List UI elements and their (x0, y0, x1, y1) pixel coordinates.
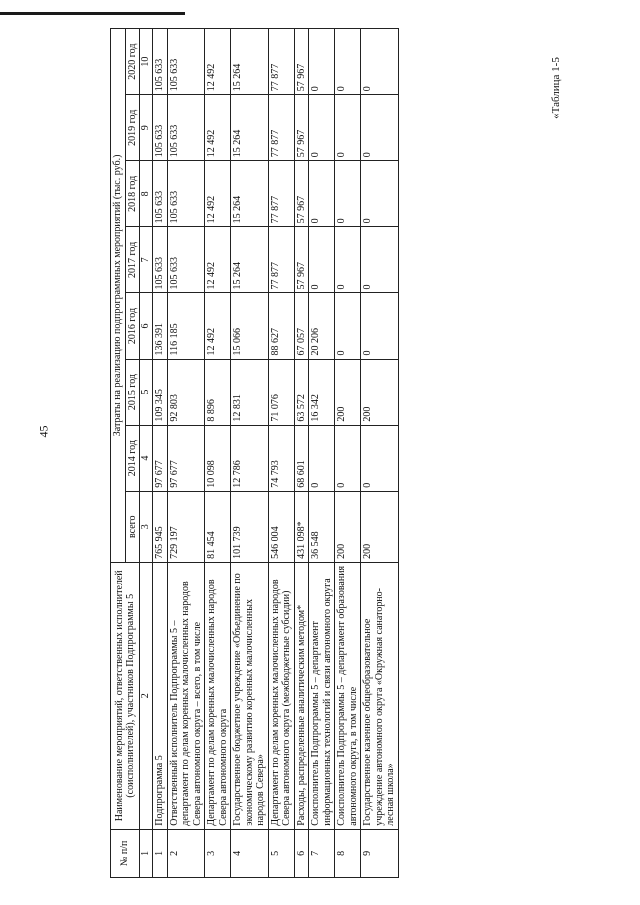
cell-2020: 77 877 (268, 29, 294, 95)
cell-total: 81 454 (205, 491, 231, 562)
table-row (309, 29, 335, 878)
cell-2019: 12 492 (205, 95, 231, 161)
cell-2015: 71 076 (268, 359, 294, 425)
cell-2016: 20 206 (309, 293, 335, 359)
index-cell: 2 (140, 562, 153, 829)
cell-2014: 74 793 (268, 425, 294, 491)
cell-2017: 15 264 (231, 227, 269, 293)
index-cell: 8 (140, 161, 153, 227)
cell-2016: 15 066 (231, 293, 269, 359)
cell-2017: 105 633 (153, 227, 168, 293)
cell-2014: 68 601 (294, 425, 309, 491)
cell-total: 546 004 (268, 491, 294, 562)
cell-2017: 0 (361, 227, 399, 293)
header-year-2019: 2019 год (125, 95, 140, 161)
index-cell: 3 (140, 491, 153, 562)
cell-2015: 200 (361, 359, 399, 425)
row-name: Соисполнитель Подпрограммы 5 – департамент информационных технологий и связи автономного округа (309, 562, 335, 829)
table-row (268, 29, 294, 878)
cell-2014: 10 098 (205, 425, 231, 491)
cell-2020: 105 633 (153, 29, 168, 95)
table-label-box (548, 28, 564, 148)
header-year-2020: 2020 год (125, 29, 140, 95)
header-year-2015: 2015 год (125, 359, 140, 425)
cell-2016: 0 (361, 293, 399, 359)
cell-2019: 57 967 (294, 95, 309, 161)
cell-2014: 97 677 (167, 425, 205, 491)
cell-2016: 0 (335, 293, 361, 359)
table-row (153, 29, 168, 878)
cell-2020: 12 492 (205, 29, 231, 95)
cell-total: 765 945 (153, 491, 168, 562)
header-year-2017: 2017 год (125, 227, 140, 293)
cell-2020: 0 (309, 29, 335, 95)
rotated-table-container (110, 28, 534, 878)
cell-2017: 77 877 (268, 227, 294, 293)
table-row (205, 29, 231, 878)
cell-2014: 0 (361, 425, 399, 491)
cell-total: 101 739 (231, 491, 269, 562)
column-index-row (140, 29, 153, 878)
cell-2014: 97 677 (153, 425, 168, 491)
header-year-2018: 2018 год (125, 161, 140, 227)
row-number: 3 (205, 829, 231, 877)
cell-2017: 12 492 (205, 227, 231, 293)
header-year-2014: 2014 год (125, 425, 140, 491)
header-year-2016: 2016 год (125, 293, 140, 359)
cell-2018: 77 877 (268, 161, 294, 227)
cell-2018: 57 967 (294, 161, 309, 227)
cell-2016: 136 391 (153, 293, 168, 359)
cell-2019: 105 633 (153, 95, 168, 161)
row-name: Ответственный исполнитель Подпрограммы 5 – департамент по делам коренных малочисленных народов Севера автономного округа – всего, в том числе (167, 562, 205, 829)
cell-2015: 63 572 (294, 359, 309, 425)
row-name: Соисполнитель Подпрограммы 5 – департамент образования автономного округа, в том числе (335, 562, 361, 829)
row-number: 4 (231, 829, 269, 877)
row-name: Государственное казенное общеобразовательное учреждение автономного округа «Окружная санаторно-лесная школа» (361, 562, 399, 829)
cell-2014: 12 786 (231, 425, 269, 491)
header-cost-group: Затраты на реализацию подпрограммных мероприятий (тыс. руб.) (111, 29, 126, 563)
table-row (167, 29, 205, 878)
table-row (361, 29, 399, 878)
cell-2018: 105 633 (153, 161, 168, 227)
table-label: «Таблица 1-5 (550, 57, 562, 119)
cell-2019: 0 (335, 95, 361, 161)
cell-2015: 16 342 (309, 359, 335, 425)
cell-2017: 0 (335, 227, 361, 293)
row-number: 9 (361, 829, 399, 877)
cell-2017: 57 967 (294, 227, 309, 293)
cell-2020: 105 633 (167, 29, 205, 95)
cell-2019: 0 (361, 95, 399, 161)
row-number: 8 (335, 829, 361, 877)
header-no: № п/п (111, 829, 140, 877)
row-number: 1 (153, 829, 168, 877)
cell-2015: 8 896 (205, 359, 231, 425)
cell-2015: 109 345 (153, 359, 168, 425)
cell-2016: 12 492 (205, 293, 231, 359)
cell-total: 200 (361, 491, 399, 562)
cell-2018: 12 492 (205, 161, 231, 227)
table-row (294, 29, 309, 878)
index-cell: 4 (140, 425, 153, 491)
cell-2014: 0 (309, 425, 335, 491)
cell-2020: 0 (361, 29, 399, 95)
row-number: 7 (309, 829, 335, 877)
cell-2019: 105 633 (167, 95, 205, 161)
costs-table (110, 28, 399, 878)
index-cell: 7 (140, 227, 153, 293)
cell-2018: 105 633 (167, 161, 205, 227)
index-cell: 10 (140, 29, 153, 95)
cell-2018: 0 (335, 161, 361, 227)
cell-total: 36 548 (309, 491, 335, 562)
cell-2016: 116 185 (167, 293, 205, 359)
index-cell: 9 (140, 95, 153, 161)
cell-2020: 0 (335, 29, 361, 95)
cell-2018: 15 264 (231, 161, 269, 227)
header-rule (0, 12, 185, 15)
row-name: Подпрограмма 5 (153, 562, 168, 829)
cell-2019: 77 877 (268, 95, 294, 161)
cell-2017: 105 633 (167, 227, 205, 293)
row-name: Департамент по делам коренных малочисленных народов Севера автономного округа (205, 562, 231, 829)
row-number: 6 (294, 829, 309, 877)
cell-2020: 57 967 (294, 29, 309, 95)
cell-2018: 0 (361, 161, 399, 227)
cell-2016: 67 057 (294, 293, 309, 359)
cell-2018: 0 (309, 161, 335, 227)
cell-2017: 0 (309, 227, 335, 293)
cell-2015: 12 831 (231, 359, 269, 425)
row-number: 5 (268, 829, 294, 877)
row-name: Государственное бюджетное учреждение «Объединение по экономическому развитию коренных малочисленных народов Севера» (231, 562, 269, 829)
cell-2016: 88 627 (268, 293, 294, 359)
header-name: Наименование мероприятий, ответственных исполнителей (соисполнителей), участников Подпрограммы 5 (111, 562, 140, 829)
cell-2014: 0 (335, 425, 361, 491)
table-row (335, 29, 361, 878)
cell-2015: 200 (335, 359, 361, 425)
index-cell: 1 (140, 829, 153, 877)
cell-2015: 92 803 (167, 359, 205, 425)
index-cell: 6 (140, 293, 153, 359)
table-row (231, 29, 269, 878)
header-total: всего (125, 491, 140, 562)
cell-2019: 15 264 (231, 95, 269, 161)
row-name: Расходы, распределенные аналитическим методом* (294, 562, 309, 829)
cell-total: 200 (335, 491, 361, 562)
cell-2019: 0 (309, 95, 335, 161)
row-number: 2 (167, 829, 205, 877)
cell-2020: 15 264 (231, 29, 269, 95)
page-number: 45 (36, 425, 51, 438)
row-name: Департамент по делам коренных малочисленных народов Севера автономного округа (межбюджетные субсидии) (268, 562, 294, 829)
cell-total: 729 197 (167, 491, 205, 562)
index-cell: 5 (140, 359, 153, 425)
cell-total: 431 098* (294, 491, 309, 562)
